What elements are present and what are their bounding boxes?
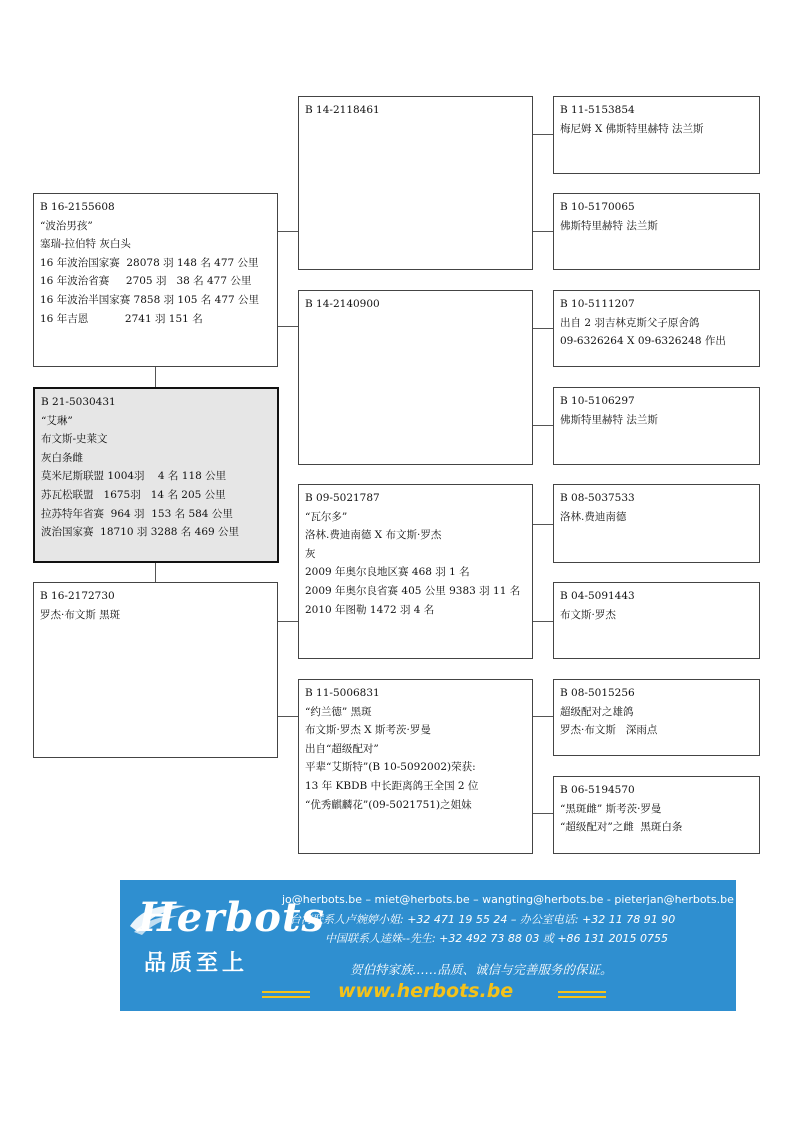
- race-result: 2009 年奥尔良地区赛 468 羽 1 名: [305, 566, 470, 579]
- ring-number: B 06-5194570: [560, 784, 635, 796]
- ring-number: B 14-2140900: [305, 298, 380, 310]
- pigeon-info: 塞瑞-拉伯特 灰白头: [40, 238, 131, 251]
- dam-card: [33, 582, 278, 758]
- ancestor-card: [553, 290, 760, 367]
- herbots-banner: [120, 880, 736, 1011]
- pigeon-name: “波治男孩”: [40, 219, 93, 232]
- connector-line: [533, 524, 553, 525]
- ancestor-card: [553, 679, 760, 756]
- pigeon-info: 超级配对之雄鸽: [560, 705, 634, 718]
- pigeon-info: “超级配对”之雌 黑斑白条: [560, 821, 683, 834]
- ancestor-card: [553, 193, 760, 270]
- race-result: 苏瓦松联盟 1675羽 14 名 205 公里: [41, 488, 226, 501]
- pigeon-info: 布文斯·罗杰: [560, 608, 616, 621]
- pigeon-info: 09-6326264 X 09-6326248 作出: [560, 335, 726, 348]
- brand-tagline: 贺伯特家族……品质、诚信与完善服务的保证。: [350, 962, 613, 977]
- ancestor-card: [553, 484, 760, 563]
- contact-taiwan: 台湾联系人卢婉婷小姐: +32 471 19 55 24 – 办公室电话: +32 11 78 91 90: [290, 913, 676, 926]
- divider: [262, 991, 310, 993]
- connector-line: [278, 326, 298, 327]
- brand-logo: Herbots: [138, 894, 325, 941]
- ring-number: B 14-2118461: [305, 104, 380, 116]
- pigeon-info: 罗杰·布文斯 黑斑: [40, 608, 121, 621]
- ring-number: B 16-2172730: [40, 590, 115, 602]
- ring-number: B 10-5111207: [560, 298, 635, 310]
- divider: [262, 996, 310, 998]
- connector-line: [278, 231, 298, 232]
- pigeon-info: 洛林.费迪南德 X 布文斯·罗杰: [305, 529, 442, 542]
- race-result: 波治国家赛 18710 羽 3288 名 469 公里: [41, 526, 240, 539]
- ring-number: B 21-5030431: [41, 396, 116, 408]
- ring-number: B 04-5091443: [560, 590, 635, 602]
- dam-sire-card: [298, 484, 533, 659]
- pigeon-info: 13 年 KBDB 中长距离鸽王全国 2 位: [305, 779, 479, 792]
- race-result: 16 年吉恩 2741 羽 151 名: [40, 312, 203, 325]
- contact-emails[interactable]: jo@herbots.be – miet@herbots.be – wangting@herbots.be - pieterjan@herbots.be: [282, 893, 734, 906]
- ancestor-card: [553, 776, 760, 854]
- ring-number: B 11-5006831: [305, 687, 380, 699]
- sire-card: [33, 193, 278, 367]
- connector-line: [533, 425, 553, 426]
- connector-line: [155, 367, 156, 387]
- connector-line: [533, 716, 553, 717]
- race-result: 2009 年奥尔良省赛 405 公里 9383 羽 11 名: [305, 584, 521, 597]
- race-result: 拉苏特年省赛 964 羽 153 名 584 公里: [41, 507, 233, 520]
- pigeon-info: 佛斯特里赫特 法兰斯: [560, 219, 658, 232]
- connector-line: [533, 328, 553, 329]
- race-result: 莫米尼斯联盟 1004羽 4 名 118 公里: [41, 470, 227, 483]
- pigeon-info: “黑斑雌” 斯考茨·罗曼: [560, 802, 662, 815]
- connector-line: [533, 621, 553, 622]
- ancestor-card: [553, 582, 760, 659]
- divider: [558, 996, 606, 998]
- pigeon-name: “瓦尔多”: [305, 510, 348, 523]
- pigeon-color: 灰: [305, 547, 316, 560]
- connector-line: [155, 563, 156, 582]
- connector-line: [278, 621, 298, 622]
- contact-china: 中国联系人逵姝--先生: +32 492 73 88 03 或 +86 131 2015 0755: [325, 932, 669, 945]
- pigeon-info: 布文斯·罗杰 X 斯考茨·罗曼: [305, 724, 431, 737]
- race-result: 2010 年图勒 1472 羽 4 名: [305, 603, 435, 616]
- connector-line: [533, 813, 553, 814]
- sire-sire-card: [298, 96, 533, 270]
- pigeon-color: 灰白条雌: [41, 451, 83, 464]
- ring-number: B 08-5037533: [560, 492, 635, 504]
- ring-number: B 09-5021787: [305, 492, 380, 504]
- pigeon-name: “约兰德” 黑斑: [305, 705, 372, 718]
- brand-slogan: 品质至上: [144, 951, 249, 976]
- race-result: 16 年波治省赛 2705 羽 38 名 477 公里: [40, 275, 252, 288]
- pigeon-info: 出自 2 羽吉林克斯父子原舍鸽: [560, 316, 700, 329]
- connector-line: [533, 231, 553, 232]
- pigeon-name: “艾琳”: [41, 414, 73, 427]
- ring-number: B 11-5153854: [560, 104, 635, 116]
- ancestor-card: [553, 387, 760, 465]
- divider: [558, 991, 606, 993]
- connector-line: [278, 716, 298, 717]
- ring-number: B 10-5106297: [560, 395, 635, 407]
- ancestor-card: [553, 96, 760, 174]
- ring-number: B 10-5170065: [560, 201, 635, 213]
- pigeon-info: 梅尼姆 X 佛斯特里赫特 法兰斯: [560, 122, 704, 135]
- race-result: 16 年波治半国家赛 7858 羽 105 名 477 公里: [40, 293, 260, 306]
- pigeon-breeder: 布文斯-史莱文: [41, 433, 108, 446]
- race-result: 16 年波治国家赛 28078 羽 148 名 477 公里: [40, 256, 259, 269]
- dam-dam-card: [298, 679, 533, 854]
- pigeon-info: 平辈“艾斯特”(B 10-5092002)荣获:: [305, 761, 476, 774]
- website-link[interactable]: www.herbots.be: [338, 980, 514, 1002]
- ring-number: B 16-2155608: [40, 201, 115, 213]
- pigeon-info: “优秀麒麟花”(09-5021751)之姐妹: [305, 798, 472, 811]
- sire-dam-card: [298, 290, 533, 465]
- subject-card: [33, 387, 279, 563]
- connector-line: [533, 134, 553, 135]
- pigeon-info: 佛斯特里赫特 法兰斯: [560, 413, 658, 426]
- pigeon-info: 洛林.费迪南德: [560, 510, 627, 523]
- ring-number: B 08-5015256: [560, 687, 635, 699]
- pigeon-info: 出自“超级配对”: [305, 742, 379, 755]
- pigeon-info: 罗杰·布文斯 深雨点: [560, 724, 658, 737]
